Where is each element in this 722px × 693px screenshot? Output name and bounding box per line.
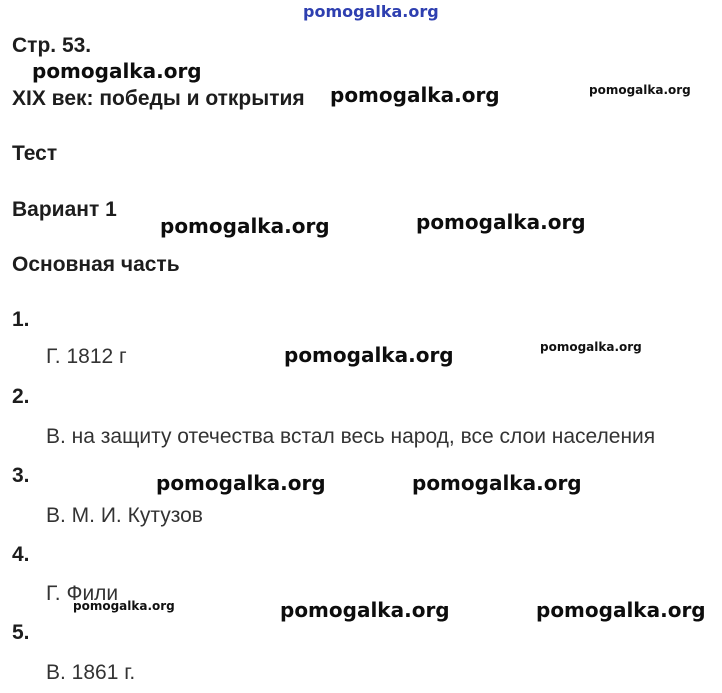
answer-text: В. на защиту отечества встал весь народ, все слои населения [46,425,656,448]
answer-text: В. М. И. Кутузов [46,504,203,527]
watermark-small: pomogalka.org [73,599,175,613]
question-number: 4. [12,543,30,566]
watermark: pomogalka.org [280,598,450,622]
watermark: pomogalka.org [536,598,706,622]
question-number: 3. [12,464,30,487]
watermark: pomogalka.org [416,210,586,234]
watermark: pomogalka.org [160,214,330,238]
variant-heading: Вариант 1 [12,198,117,221]
watermark-small: pomogalka.org [540,340,642,354]
question-number: 1. [12,308,30,331]
watermark-top: pomogalka.org [303,2,439,21]
question-number: 5. [12,621,30,644]
main-part-heading: Основная часть [12,253,180,276]
section-title: XIX век: победы и открытия [12,87,305,110]
page-number-title: Стр. 53. [12,34,92,57]
watermark: pomogalka.org [284,343,454,367]
answer-text: В. 1861 г. [46,661,136,684]
watermark: pomogalka.org [412,471,582,495]
question-number: 2. [12,385,30,408]
answer-text: Г. Фили [46,582,119,605]
watermark: pomogalka.org [32,59,202,83]
test-heading: Тест [12,142,58,165]
watermark-small: pomogalka.org [589,83,691,97]
watermark: pomogalka.org [330,83,500,107]
answer-text: Г. 1812 г [46,345,127,368]
watermark: pomogalka.org [156,471,326,495]
